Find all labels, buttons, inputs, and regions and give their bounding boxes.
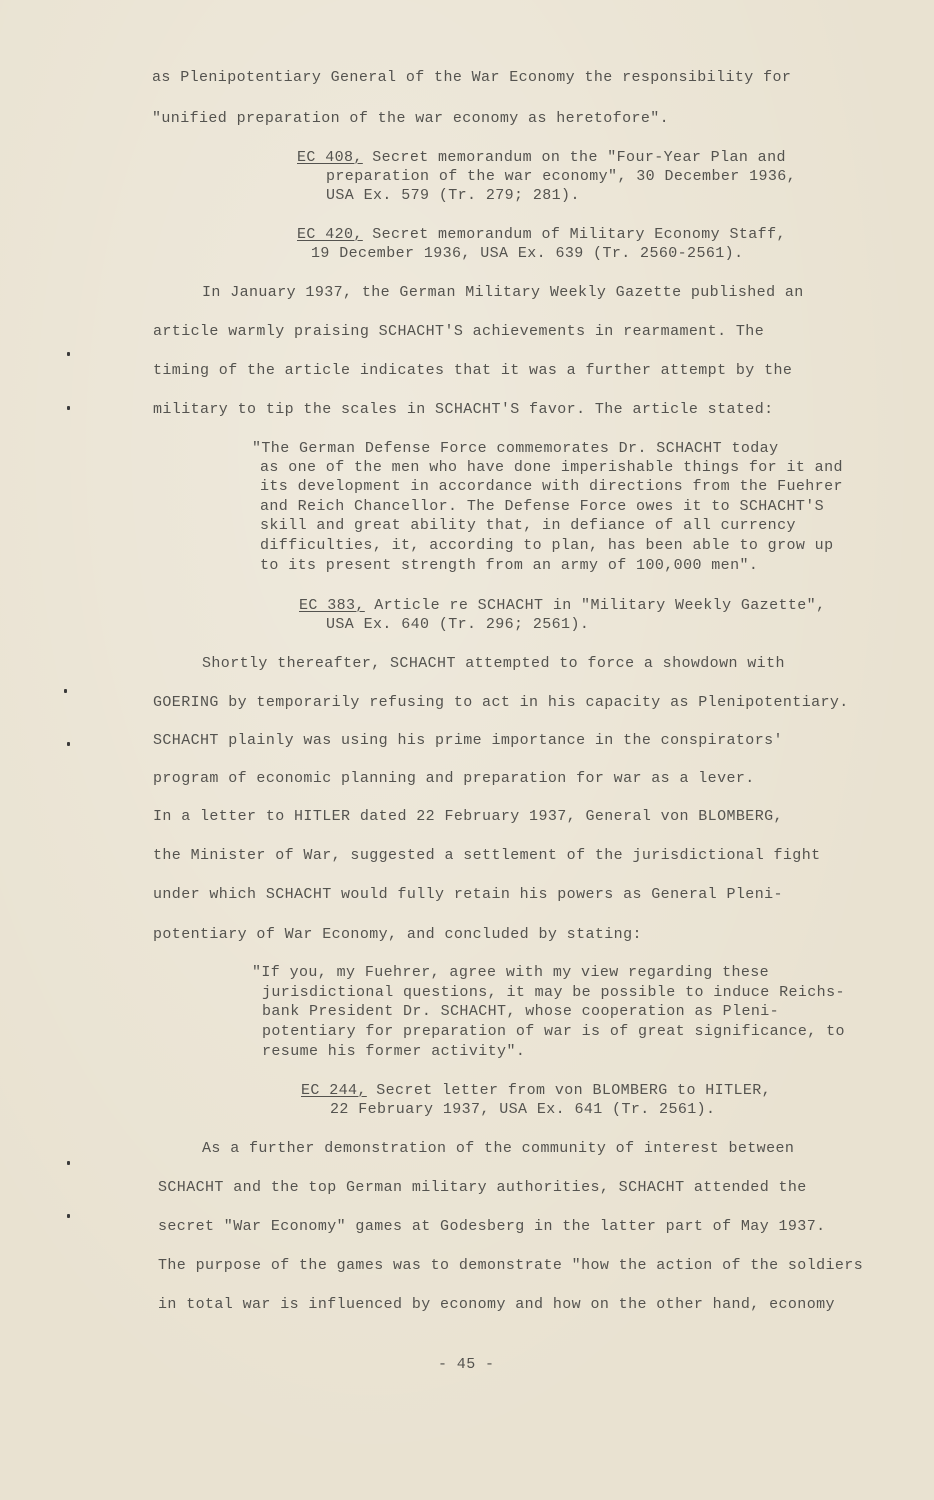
citation-ec-420: [297, 226, 786, 244]
para2-line-3: timing of the article indicates that it was a further attempt by the: [153, 362, 793, 379]
citation-ec-408-line-3: USA Ex. 579 (Tr. 279; 281).: [326, 187, 580, 204]
para1-line-2: "unified preparation of the war economy as heretofore".: [152, 110, 670, 127]
para3-line-7: under which SCHACHT would fully retain his powers as General Pleni-: [153, 886, 783, 903]
margin-mark: [67, 1214, 70, 1218]
quote2-line-4: potentiary for preparation of war is of great significance, to: [262, 1023, 845, 1040]
para3-line-1: Shortly thereafter, SCHACHT attempted to force a showdown with: [202, 655, 785, 672]
para3-line-8: potentiary of War Economy, and concluded by stating:: [153, 926, 642, 943]
quote2-line-2: jurisdictional questions, it may be possible to induce Reichs-: [262, 984, 845, 1001]
quote1-line-4: and Reich Chancellor. The Defense Force owes it to SCHACHT'S: [260, 498, 825, 515]
margin-mark: [67, 406, 70, 410]
para3-line-4: program of economic planning and preparation for war as a lever.: [153, 770, 755, 787]
quote2-line-1: "If you, my Fuehrer, agree with my view regarding these: [252, 964, 770, 981]
para4-line-3: secret "War Economy" games at Godesberg in the latter part of May 1937.: [158, 1218, 826, 1235]
para3-line-3: SCHACHT plainly was using his prime importance in the conspirators': [153, 732, 783, 749]
citation-ec-383: [299, 597, 825, 615]
citation-ec-408-line-2: preparation of the war economy", 30 December 1936,: [326, 168, 797, 185]
citation-ec-244: [301, 1082, 771, 1100]
citation-ec-408: [297, 149, 786, 167]
citation-text: Secret memorandum of Military Economy Staff,: [362, 226, 786, 243]
quote1-line-6: difficulties, it, according to plan, has been able to grow up: [260, 537, 834, 554]
para4-line-2: SCHACHT and the top German military authorities, SCHACHT attended the: [158, 1179, 807, 1196]
citation-ref: EC 383,: [299, 597, 365, 614]
quote2-line-5: resume his former activity".: [262, 1043, 526, 1060]
para3-line-2: GOERING by temporarily refusing to act in his capacity as Plenipotentiary.: [153, 694, 849, 711]
citation-ref: EC 408,: [297, 149, 363, 166]
citation-ref: EC 420,: [297, 226, 363, 243]
margin-mark: [67, 742, 70, 746]
citation-ref: EC 244,: [301, 1082, 367, 1099]
para4-line-4: The purpose of the games was to demonstrate "how the action of the soldiers: [158, 1257, 864, 1274]
para4-line-5: in total war is influenced by economy and how on the other hand, economy: [158, 1296, 835, 1313]
para1-line-1: as Plenipotentiary General of the War Economy the responsibility for: [152, 69, 792, 86]
quote1-line-7: to its present strength from an army of 100,000 men".: [260, 557, 759, 574]
para2-line-1: In January 1937, the German Military Weekly Gazette published an: [202, 284, 804, 301]
para3-line-6: the Minister of War, suggested a settlement of the jurisdictional fight: [153, 847, 821, 864]
margin-mark: [67, 352, 70, 356]
citation-text: Secret letter from von BLOMBERG to HITLER,: [366, 1082, 772, 1099]
quote1-line-5: skill and great ability that, in defiance of all currency: [260, 517, 796, 534]
quote2-line-3: bank President Dr. SCHACHT, whose cooperation as Pleni-: [262, 1003, 780, 1020]
quote1-line-3: its development in accordance with directions from the Fuehrer: [260, 478, 843, 495]
quote1-line-2: as one of the men who have done imperishable things for it and: [260, 459, 843, 476]
citation-text: Secret memorandum on the "Four-Year Plan and: [362, 149, 786, 166]
citation-text: Article re SCHACHT in "Military Weekly Gazette",: [364, 597, 826, 614]
para2-line-4: military to tip the scales in SCHACHT'S favor. The article stated:: [153, 401, 774, 418]
quote1-line-1: "The German Defense Force commemorates Dr. SCHACHT today: [252, 440, 779, 457]
para3-line-5: In a letter to HITLER dated 22 February 1937, General von BLOMBERG,: [153, 808, 783, 825]
margin-mark: [67, 1161, 70, 1165]
margin-mark: [64, 689, 67, 693]
para2-line-2: article warmly praising SCHACHT'S achievements in rearmament. The: [153, 323, 765, 340]
citation-ec-244-line-2: 22 February 1937, USA Ex. 641 (Tr. 2561).: [330, 1101, 716, 1118]
page-number: - 45 -: [438, 1356, 495, 1373]
citation-ec-383-line-2: USA Ex. 640 (Tr. 296; 2561).: [326, 616, 590, 633]
para4-line-1: As a further demonstration of the community of interest between: [202, 1140, 795, 1157]
citation-ec-420-line-2: 19 December 1936, USA Ex. 639 (Tr. 2560-2561).: [311, 245, 744, 262]
